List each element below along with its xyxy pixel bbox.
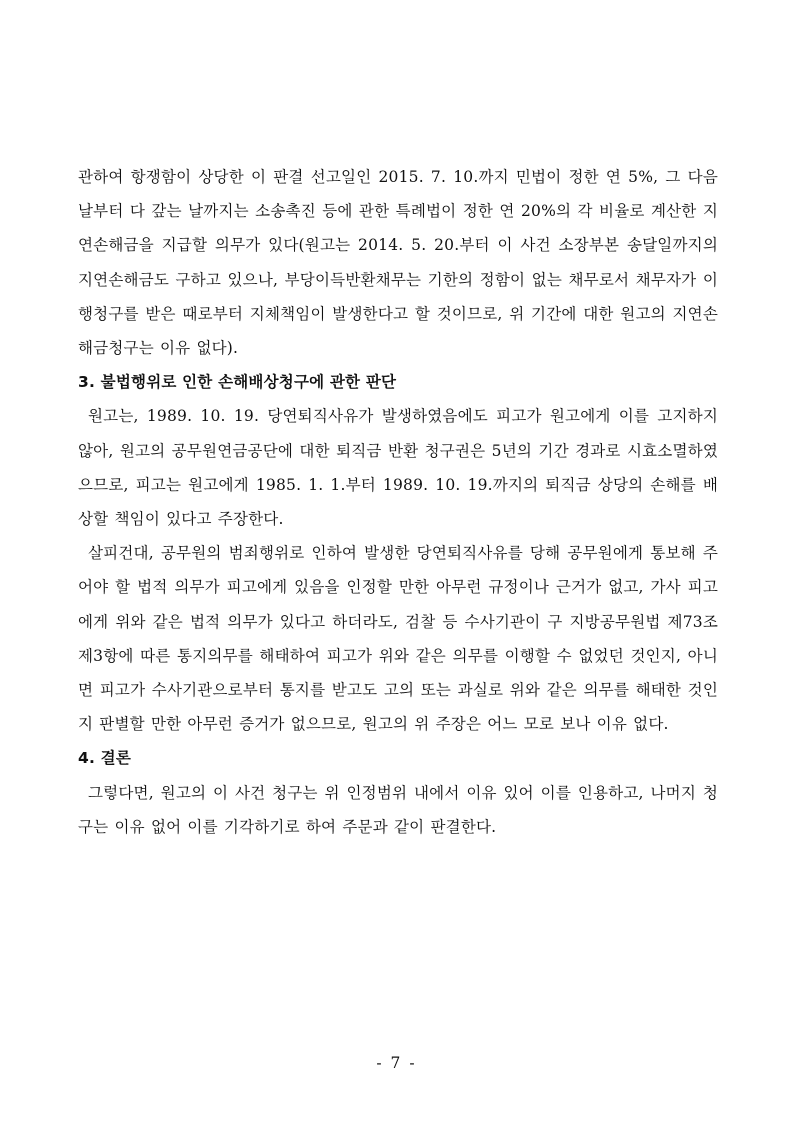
body-paragraph-delay-interest: 관하여 항쟁함이 상당한 이 판결 선고일인 2015. 7. 10.까지 민법이 정한 연 5%, 그 다음날부터 다 갚는 날까지는 소송촉진 등에 관한 특례법이 정한 연 20%의 각 비율로 계산한 지연손해금을 지급할 의무가 있다(원고는 2014. 5. 20.부터 이 사건 소장부본 송달일까지의 지연손해금도 구하고 있으나, 부당이득반환채무는 기한의 정함이 없는 채무로서 채무자가 이행청구를 받은 때로부터 지체책임이 발생한다고 할 것이므로, 위 기간에 대한 원고의 지연손해금청구는 이유 없다).: [78, 168, 718, 358]
body-paragraph-plaintiff-claim: 원고는, 1989. 10. 19. 당연퇴직사유가 발생하였음에도 피고가 원고에게 이를 고지하지 않아, 원고의 공무원연금공단에 대한 퇴직금 반환 청구권은 5년의 기간 경과로 시효소멸하였으므로, 피고는 원고에게 1985. 1. 1.부터 1989. 10. 19.까지의 퇴직금 상당의 손해를 배상할 책임이 있다고 주장한다.: [78, 407, 718, 529]
body-paragraph-court-review: 살피건대, 공무원의 범죄행위로 인하여 발생한 당연퇴직사유를 당해 공무원에게 통보해 주어야 할 법적 의무가 피고에게 있음을 인정할 만한 아무런 규정이나 근거가 없고, 가사 피고에게 위와 같은 법적 의무가 있다고 하더라도, 검찰 등 수사기관이 구 지방공무원법 제73조 제3항에 따른 통지의무를 해태하여 피고가 위와 같은 의무를 이행할 수 없었던 것인지, 아니면 피고가 수사기관으로부터 통지를 받고도 고의 또는 과실로 위와 같은 의무를 해태한 것인지 판별할 만한 아무런 증거가 없으므로, 원고의 위 주장은 어느 모로 보나 이유 없다.: [78, 544, 718, 734]
body-paragraph-conclusion: 그렇다면, 원고의 이 사건 청구는 위 인정범위 내에서 이유 있어 이를 인용하고, 나머지 청구는 이유 없어 이를 기각하기로 하여 주문과 같이 판결한다.: [78, 783, 718, 836]
page-number: - 7 -: [376, 1054, 417, 1072]
document-body: [78, 160, 718, 844]
section-heading-tort-claim: 3. 불법행위로 인한 손해배상청구에 관한 판단: [78, 373, 397, 392]
section-heading-conclusion: 4. 결론: [78, 749, 132, 768]
